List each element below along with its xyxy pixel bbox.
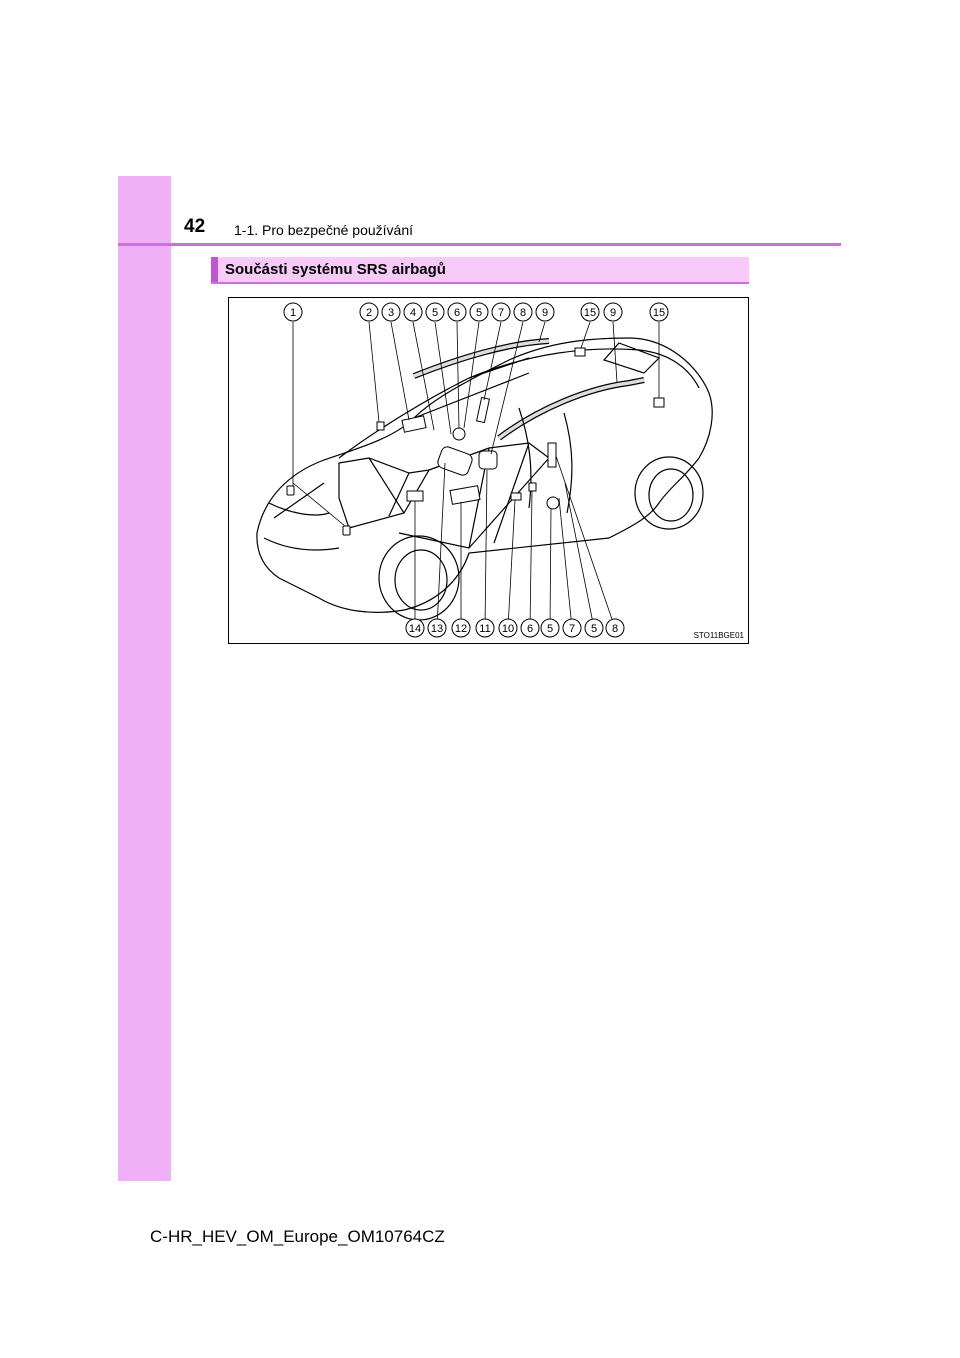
svg-text:7: 7: [568, 623, 576, 635]
callout-9a: [536, 303, 554, 321]
ecu-unit: [407, 491, 423, 501]
section-title-bar: [211, 257, 749, 284]
svg-text:6: 6: [526, 623, 534, 635]
callout-11: [476, 619, 494, 637]
svg-text:8: 8: [611, 623, 619, 635]
svg-text:12: 12: [454, 623, 468, 635]
airbag-knee: [402, 416, 426, 432]
sensor-dash: [377, 422, 384, 430]
section-title: Součásti systému SRS airbagů: [225, 261, 446, 278]
svg-text:8: 8: [519, 307, 527, 319]
svg-text:4: 4: [409, 307, 417, 319]
side-tab: [118, 176, 171, 1181]
figure-code: STO11BGE01: [693, 631, 744, 640]
car-illustration: [229, 298, 748, 643]
svg-text:10: 10: [501, 623, 515, 635]
svg-text:3: 3: [387, 307, 395, 319]
svg-text:2: 2: [365, 307, 373, 319]
airbag-rear-side: [548, 443, 556, 467]
b-pillar: [519, 408, 572, 513]
svg-text:5: 5: [475, 307, 483, 319]
callout-7a: [492, 303, 510, 321]
callout-15a: [581, 303, 599, 321]
pretensioner-front: [453, 428, 465, 440]
callout-2: [360, 303, 378, 321]
airbag-seat: [450, 486, 480, 505]
sensor-front-right: [343, 526, 350, 535]
callout-5b: [470, 303, 488, 321]
airbag-steering: [436, 445, 474, 477]
airbag-side: [477, 397, 490, 422]
title-accent: [211, 257, 218, 282]
curtain-airbag: [499, 380, 644, 438]
section-label: 1-1. Pro bezpečné používání: [234, 222, 414, 238]
callouts-top: [284, 303, 668, 321]
airbag-passenger: [479, 451, 497, 469]
car-body-outline: [257, 338, 712, 612]
sensor-b-pillar: [529, 483, 536, 491]
rear-window: [604, 343, 659, 373]
svg-text:5: 5: [546, 623, 554, 635]
callout-8a: [514, 303, 532, 321]
callout-6a: [448, 303, 466, 321]
leader-lines: [293, 322, 659, 628]
callout-14: [406, 619, 424, 637]
svg-text:1: 1: [289, 307, 297, 319]
callout-15b: [650, 303, 668, 321]
callout-13: [428, 619, 446, 637]
callout-1: [284, 303, 302, 321]
callout-4: [404, 303, 422, 321]
page-number: 42: [184, 216, 206, 237]
callout-9b: [604, 303, 622, 321]
airbag-diagram: [228, 297, 749, 644]
svg-text:13: 13: [430, 623, 444, 635]
callout-6b: [521, 619, 539, 637]
svg-text:5: 5: [431, 307, 439, 319]
callout-12: [452, 619, 470, 637]
svg-text:7: 7: [497, 307, 505, 319]
svg-text:9: 9: [541, 307, 549, 319]
callout-8b: [606, 619, 624, 637]
sensor-rear-1: [575, 348, 585, 356]
svg-text:11: 11: [479, 623, 491, 635]
callout-7b: [563, 619, 581, 637]
sensor-front-left: [287, 486, 294, 495]
callout-10: [499, 619, 517, 637]
header-rule: [118, 243, 841, 246]
sensor-center: [511, 493, 521, 500]
svg-text:6: 6: [453, 307, 461, 319]
callout-3: [382, 303, 400, 321]
svg-text:15: 15: [652, 307, 666, 319]
svg-text:15: 15: [583, 307, 597, 319]
windshield: [339, 358, 529, 458]
callout-5c: [541, 619, 559, 637]
svg-text:14: 14: [408, 623, 422, 635]
svg-text:9: 9: [609, 307, 617, 319]
document-id: C-HR_HEV_OM_Europe_OM10764CZ: [150, 1227, 445, 1246]
svg-text:5: 5: [590, 623, 598, 635]
callout-5a: [426, 303, 444, 321]
pretensioner-rear: [547, 497, 559, 509]
callout-5d: [585, 619, 603, 637]
sensor-rear-2: [654, 398, 664, 407]
callouts-bottom: [406, 619, 624, 637]
